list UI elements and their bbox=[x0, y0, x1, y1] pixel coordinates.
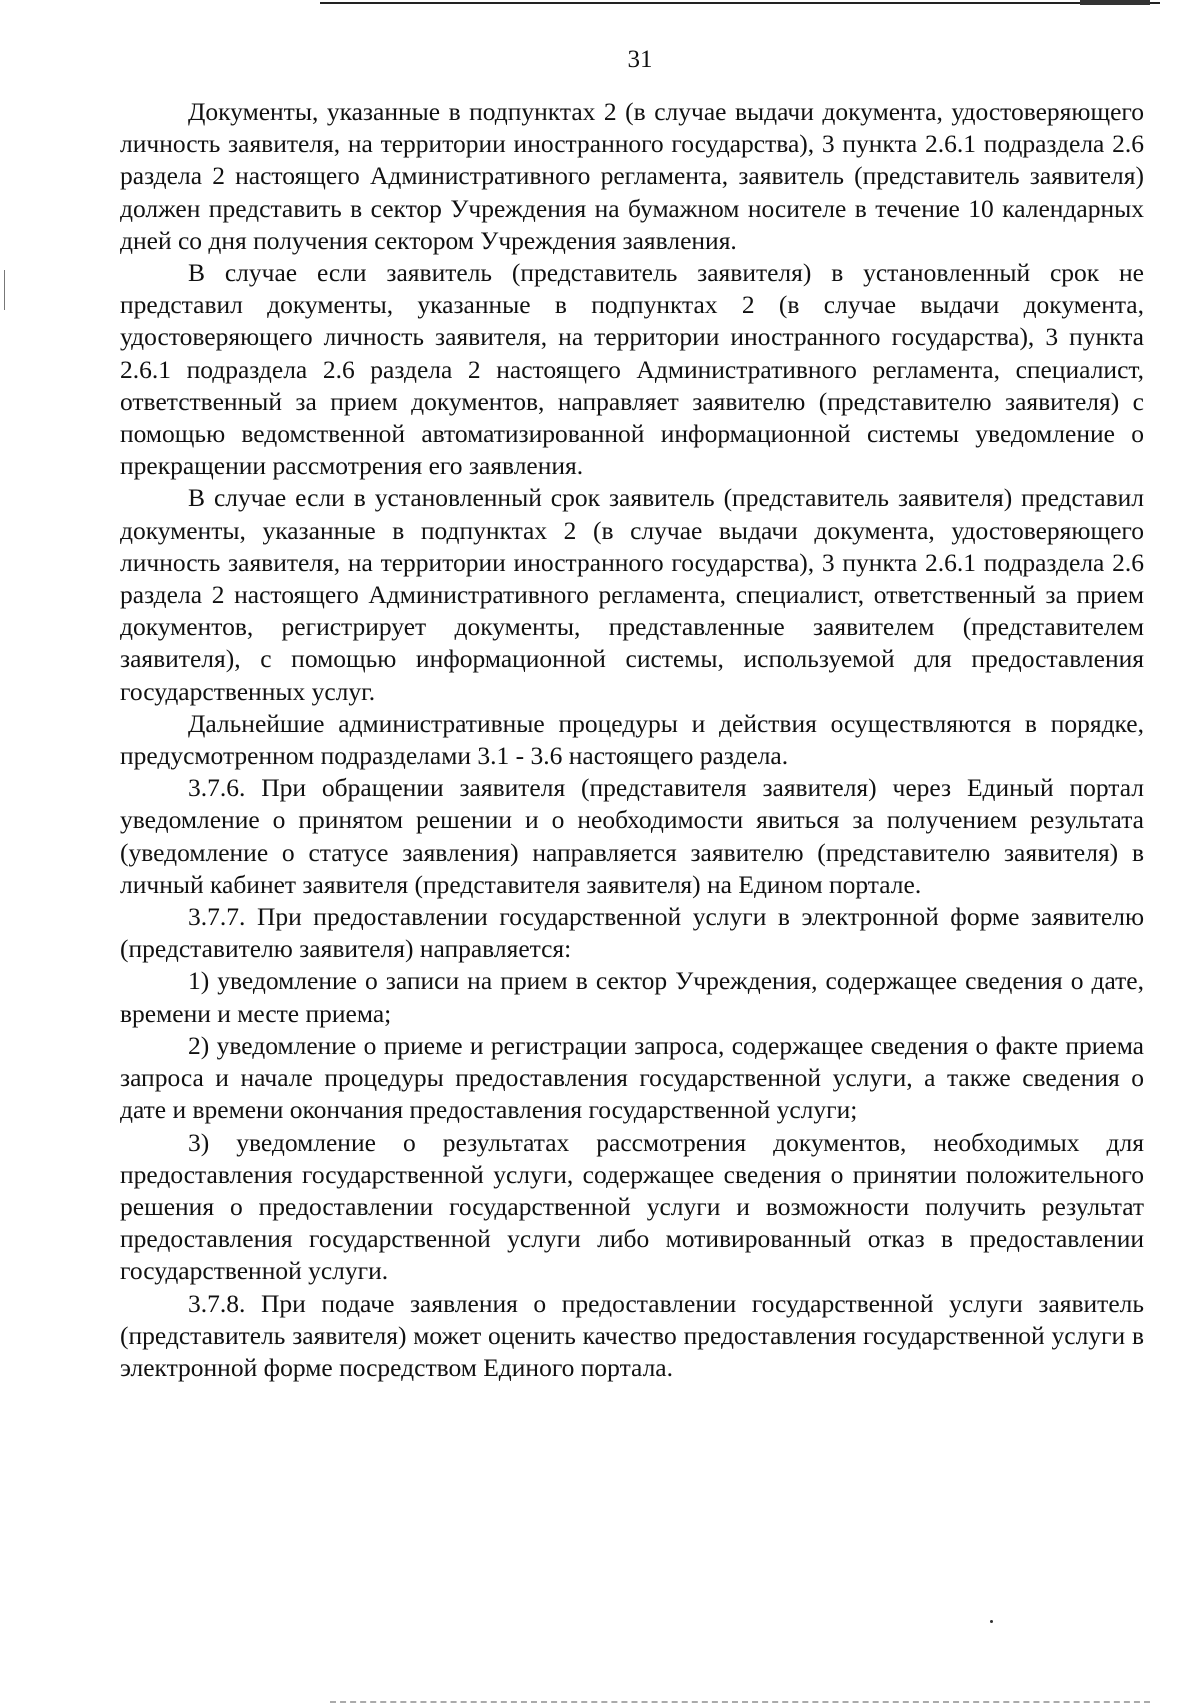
scan-speck bbox=[990, 1620, 993, 1623]
paragraph-documents-provided: В случае если в установленный срок заявитель (представитель заявителя) представил документы, указанные в подпунктах 2 (в случае выдачи документа, удостоверяющего личность заявителя, на территории иностранного государства), 3 пункта 2.6.1 подраздела 2.6 раздела 2 настоящего Административного регламента, специалист, ответственный за прием документов, регистрирует документы, представленные заявителем (представителем заявителя), с помощью информационной системы, используемой для предоставления государственных услуг. bbox=[120, 483, 1144, 706]
paragraph-3-7-7: 3.7.7. При предоставлении государственной услуги в электронной форме заявителю (представителю заявителя) направляется: bbox=[120, 902, 1144, 964]
paragraph-documents-not-provided: В случае если заявитель (представитель заявителя) в установленный срок не представил документы, указанные в подпунктах 2 (в случае выдачи документа, удостоверяющего личность заявителя, на территории иностранного государства), 3 пункта 2.6.1 подраздела 2.6 раздела 2 настоящего Административного регламента, специалист, ответственный за прием документов, направляет заявителю (представителю заявителя) с помощью ведомственной автоматизированной информационной системы уведомление о прекращении рассмотрения его заявления. bbox=[120, 258, 1144, 481]
page-number: 31 bbox=[627, 46, 653, 73]
list-item-3: 3) уведомление о результатах рассмотрения документов, необходимых для предоставления государственной услуги, содержащее сведения о принятии положительного решения о предоставлении государственной услуги и возможности получить результат предоставления государственной услуги либо мотивированный отказ в предоставлении государственной услуги. bbox=[120, 1127, 1144, 1286]
list-item-2: 2) уведомление о приеме и регистрации запроса, содержащее сведения о факте приема запроса и начале процедуры предоставления государственной услуги, а также сведения о дате и времени окончания предоставления государственной услуги; bbox=[120, 1030, 1144, 1125]
list-item-1: 1) уведомление о записи на прием в сектор Учреждения, содержащее сведения о дате, времени и месте приема; bbox=[120, 966, 1144, 1028]
document-body bbox=[120, 96, 1144, 1384]
paragraph-documents-deadline: Документы, указанные в подпунктах 2 (в случае выдачи документа, удостоверяющего личность заявителя, на территории иностранного государства), 3 пункта 2.6.1 подраздела 2.6 раздела 2 настоящего Административного регламента, заявитель (представитель заявителя) должен представить в сектор Учреждения на бумажном носителе в течение 10 календарных дней со дня получения сектором Учреждения заявления. bbox=[120, 97, 1144, 255]
scan-left-margin-mark bbox=[4, 270, 5, 310]
scan-top-border-mark bbox=[1080, 0, 1150, 5]
paragraph-3-7-8: 3.7.8. При подаче заявления о предоставлении государственной услуги заявитель (представитель заявителя) может оценить качество предоставления государственной услуги в электронной форме посредством Единого портала. bbox=[120, 1288, 1144, 1382]
scan-bottom-border-line bbox=[330, 1701, 1150, 1703]
scan-top-border-line bbox=[320, 2, 1160, 4]
paragraph-3-7-6: 3.7.6. При обращении заявителя (представителя заявителя) через Единый портал уведомление о принятом решении и о необходимости явиться за получением результата (уведомление о статусе заявления) направляется заявителю (представителю заявителя) в личный кабинет заявителя (представителя заявителя) на Едином портале. bbox=[120, 773, 1144, 899]
paragraph-further-procedures: Дальнейшие административные процедуры и действия осуществляются в порядке, предусмотренном подразделами 3.1 - 3.6 настоящего раздела. bbox=[120, 708, 1144, 771]
